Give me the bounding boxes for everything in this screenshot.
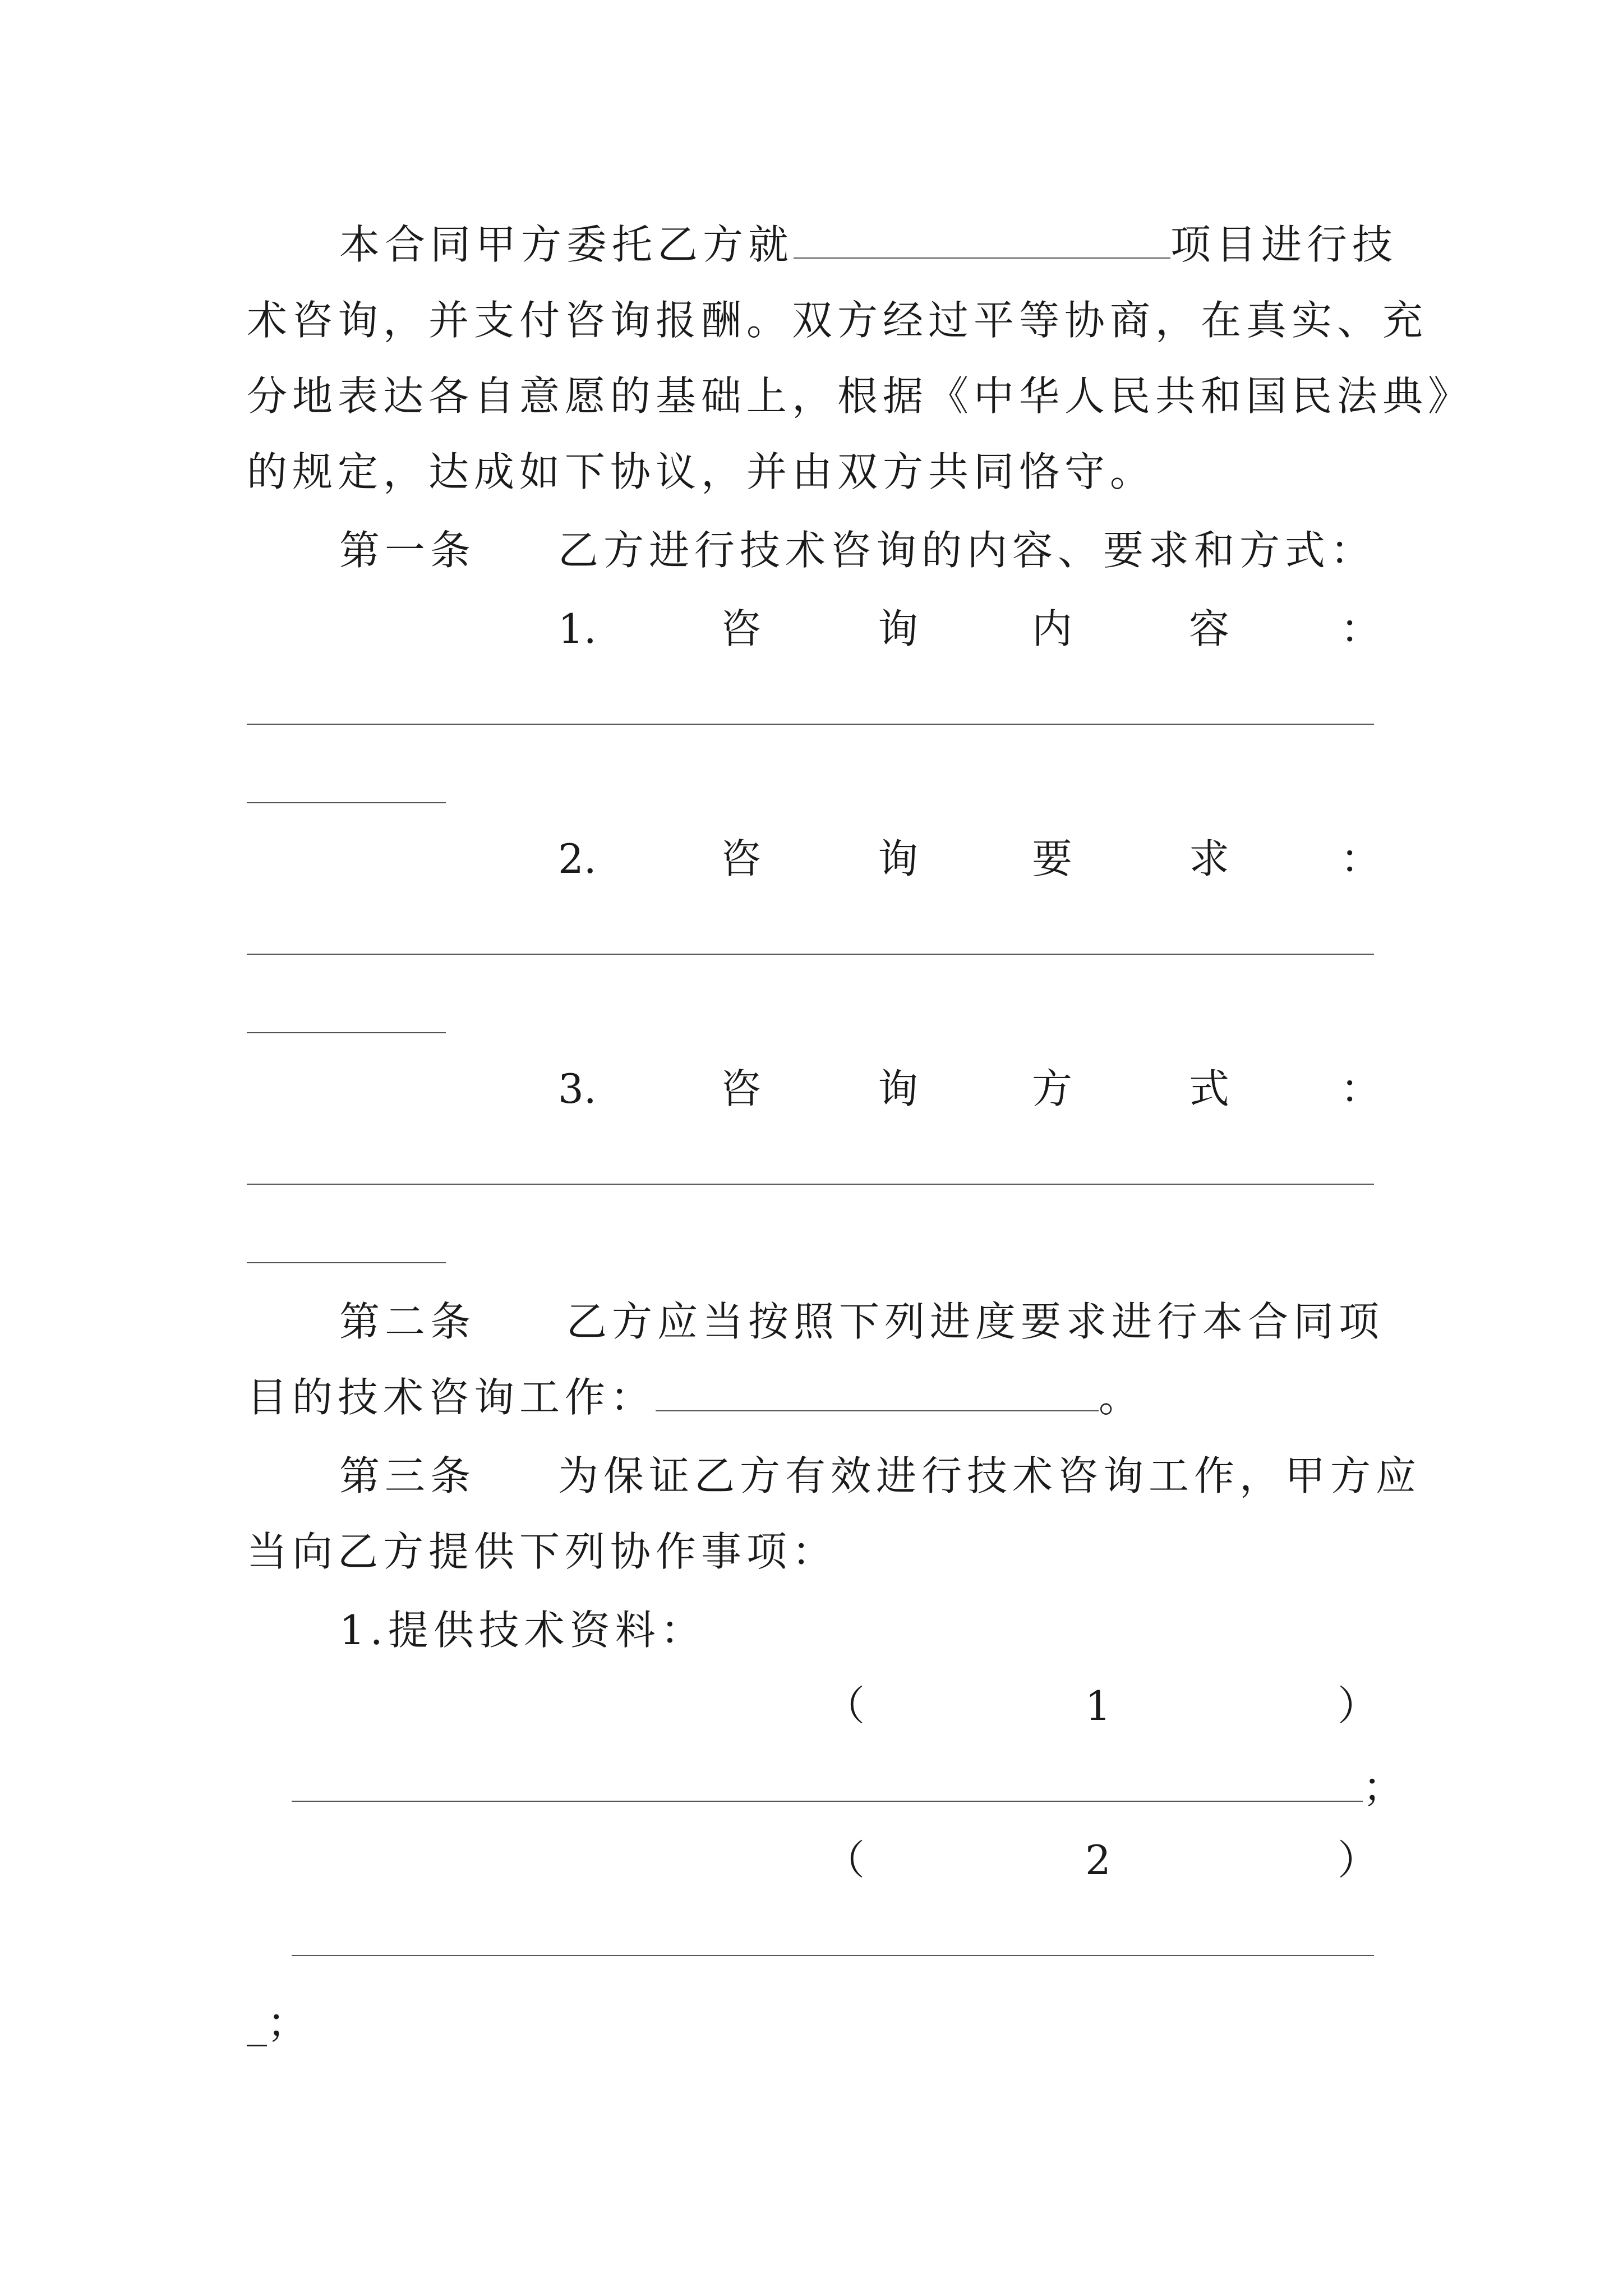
entry1-answer-line[interactable]: [292, 1801, 1363, 1802]
intro-line1-before: 本合同甲方委托乙方就: [339, 221, 794, 268]
intro-line-3: 分地表达各自意愿的基础上，根据《中华人民共和国民法典》: [247, 372, 1474, 420]
item2-colon: ：: [1340, 835, 1381, 882]
item3-char-2: 询: [878, 1065, 919, 1112]
entry1-close-paren: ）: [1338, 1682, 1378, 1729]
entry2-close-paren: ）: [1338, 1837, 1378, 1884]
item1-answer-line-1[interactable]: [247, 724, 1374, 725]
item1-char-3: 内: [1032, 605, 1073, 652]
entry1-end: ；: [1363, 1764, 1404, 1811]
entry1-open-paren: （: [824, 1682, 865, 1729]
entry2-end: _；: [247, 1999, 308, 2046]
item2-char-3: 要: [1032, 835, 1073, 882]
item2-number: 2.: [558, 835, 597, 882]
item2-char-1: 咨: [721, 835, 762, 882]
item3-answer-line-2[interactable]: [247, 1262, 446, 1263]
item1-char-4: 容: [1189, 605, 1230, 652]
item3-char-3: 方: [1032, 1065, 1073, 1112]
entry2-open-paren: （: [824, 1837, 865, 1884]
intro-line-4: 的规定，达成如下协议，并由双方共同恪守。: [247, 448, 1156, 495]
article3-sub-1: 1.提供技术资料：: [339, 1607, 706, 1654]
article2-label: 第二条: [339, 1298, 476, 1345]
article2-line2-text: 目的技术咨询工作：: [247, 1374, 656, 1421]
article1-label: 第一条: [339, 527, 476, 574]
article2-line-1: 乙方应当按照下列进度要求进行本合同项: [566, 1298, 1385, 1345]
article1-text: 乙方进行技术咨询的内容、要求和方式：: [558, 527, 1376, 574]
entry2-number: 2: [1085, 1837, 1111, 1884]
item3-char-4: 式: [1189, 1065, 1230, 1112]
item2-char-2: 询: [878, 835, 919, 882]
item3-number: 3.: [558, 1065, 597, 1112]
progress-blank[interactable]: [656, 1410, 1099, 1411]
article2-line2-end: 。: [1099, 1374, 1145, 1421]
item1-colon: ：: [1340, 605, 1381, 652]
item2-answer-line-1[interactable]: [247, 954, 1374, 955]
item1-number: 1.: [558, 605, 597, 652]
article2-line-2: [247, 1374, 1145, 1421]
entry1-number: 1: [1085, 1682, 1111, 1729]
item2-answer-line-2[interactable]: [247, 1032, 446, 1033]
intro-line1-after: 项目进行技: [1170, 221, 1398, 268]
article3-label: 第三条: [339, 1452, 476, 1499]
item3-colon: ：: [1340, 1065, 1381, 1112]
item2-char-4: 求: [1189, 835, 1230, 882]
item1-answer-line-2[interactable]: [247, 802, 446, 803]
project-name-blank[interactable]: [794, 257, 1170, 259]
item1-char-2: 询: [878, 605, 919, 652]
item3-answer-line-1[interactable]: [247, 1184, 1374, 1185]
item1-char-1: 咨: [721, 605, 762, 652]
item3-char-1: 咨: [721, 1065, 762, 1112]
intro-line-1: [339, 221, 1398, 268]
entry2-answer-line[interactable]: [292, 1955, 1374, 1956]
article3-line-1: 为保证乙方有效进行技术咨询工作，甲方应: [558, 1452, 1422, 1499]
intro-line-2: 术咨询，并支付咨询报酬。双方经过平等协商，在真实、充: [247, 297, 1428, 344]
article3-line-2: 当向乙方提供下列协作事项：: [247, 1528, 838, 1575]
